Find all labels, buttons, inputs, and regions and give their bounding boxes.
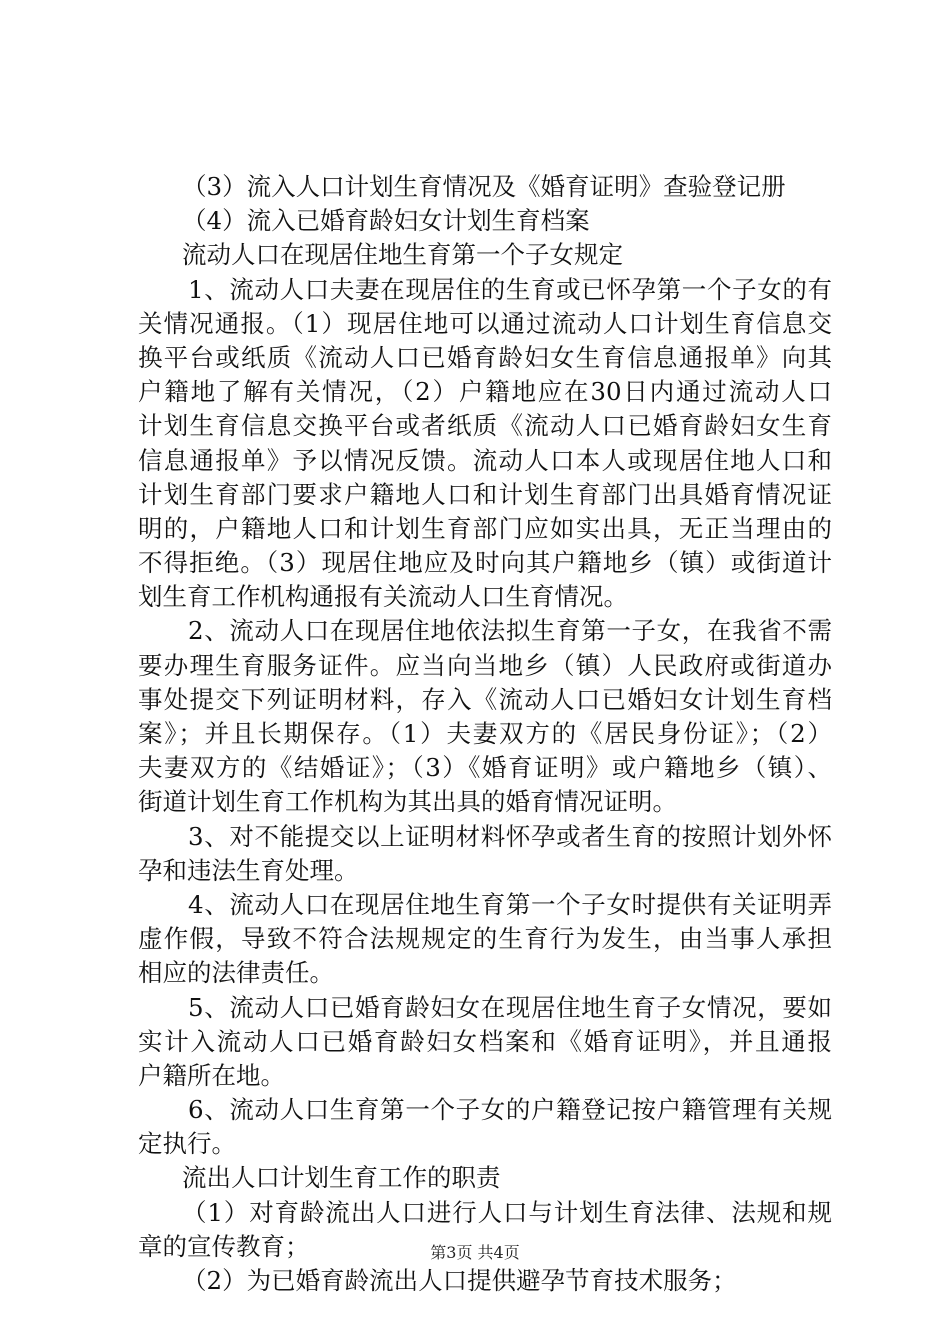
text-line: 孕和违法生育处理。 — [138, 855, 359, 885]
text-line: 5、流动人口已婚育龄妇女在现居住地生育子女情况，要如 — [188, 992, 832, 1022]
text-line: 明的，户籍地人口和计划生育部门应如实出具，无正当理由的 — [138, 513, 832, 543]
text-line: 实计入流动人口已婚育龄妇女档案和《婚育证明》，并且通报 — [138, 1026, 832, 1056]
text-line: （3）流入人口计划生育情况及《婚育证明》查验登记册 — [182, 172, 786, 201]
text-line: 不得拒绝。（3）现居住地应及时向其户籍地乡（镇）或街道计 — [138, 548, 832, 578]
text-line: 换平台或纸质《流动人口已婚育龄妇女生育信息通报单》向其 — [138, 342, 832, 372]
text-line: 夫妻双方的《结婚证》；（3）《婚育证明》或户籍地乡（镇）、 — [138, 753, 832, 783]
text-line: （4）流入已婚育龄妇女计划生育档案 — [182, 206, 590, 236]
text-line: 6、流动人口生育第一个子女的户籍登记按户籍管理有关规 — [188, 1095, 832, 1125]
text-line: 流出人口计划生育工作的职责 — [182, 1163, 501, 1193]
text-line: 计划生育信息交换平台或者纸质《流动人口已婚育龄妇女生育 — [138, 411, 832, 441]
page-footer — [0, 1242, 950, 1264]
text-line: 相应的法律责任。 — [138, 958, 334, 988]
text-line: 2、流动人口在现居住地依法拟生育第一子女，在我省不需 — [188, 616, 832, 646]
page-number-label: 第3页 共4页 — [430, 1243, 520, 1262]
text-line: 信息通报单》予以情况反馈。流动人口本人或现居住地人口和 — [138, 445, 832, 475]
text-line: 事处提交下列证明材料，存入《流动人口已婚妇女计划生育档 — [138, 684, 832, 714]
text-line: 定执行。 — [138, 1129, 236, 1159]
document-body — [138, 170, 832, 1298]
text-line: （2）为已婚育龄流出人口提供避孕节育技术服务； — [182, 1266, 737, 1295]
text-line: 要办理生育服务证件。应当向当地乡（镇）人民政府或街道办 — [138, 650, 832, 680]
text-line: 1、流动人口夫妻在现居住的生育或已怀孕第一个子女的有 — [188, 274, 832, 304]
text-line: 户籍所在地。 — [138, 1060, 285, 1090]
text-line: 案》；并且长期保存。（1）夫妻双方的《居民身份证》；（2） — [138, 719, 832, 748]
text-line: 划生育工作机构通报有关流动人口生育情况。 — [138, 582, 628, 612]
text-line: （1）对育龄流出人口进行人口与计划生育法律、法规和规 — [182, 1197, 832, 1227]
text-line: 关情况通报。（1）现居住地可以通过流动人口计划生育信息交 — [138, 308, 832, 338]
text-line: 4、流动人口在现居住地生育第一个子女时提供有关证明弄 — [188, 889, 832, 919]
text-line: 户籍地了解有关情况，（2）户籍地应在30日内通过流动人口 — [138, 377, 832, 407]
text-line: 虚作假，导致不符合法规规定的生育行为发生，由当事人承担 — [138, 924, 832, 954]
text-line: 流动人口在现居住地生育第一个子女规定 — [182, 240, 623, 270]
text-line: 计划生育部门要求户籍地人口和计划生育部门出具婚育情况证 — [138, 479, 832, 509]
text-line: 章的宣传教育； — [138, 1231, 310, 1261]
text-line: 街道计划生育工作机构为其出具的婚育情况证明。 — [138, 787, 677, 817]
text-line: 3、对不能提交以上证明材料怀孕或者生育的按照计划外怀 — [188, 821, 832, 851]
